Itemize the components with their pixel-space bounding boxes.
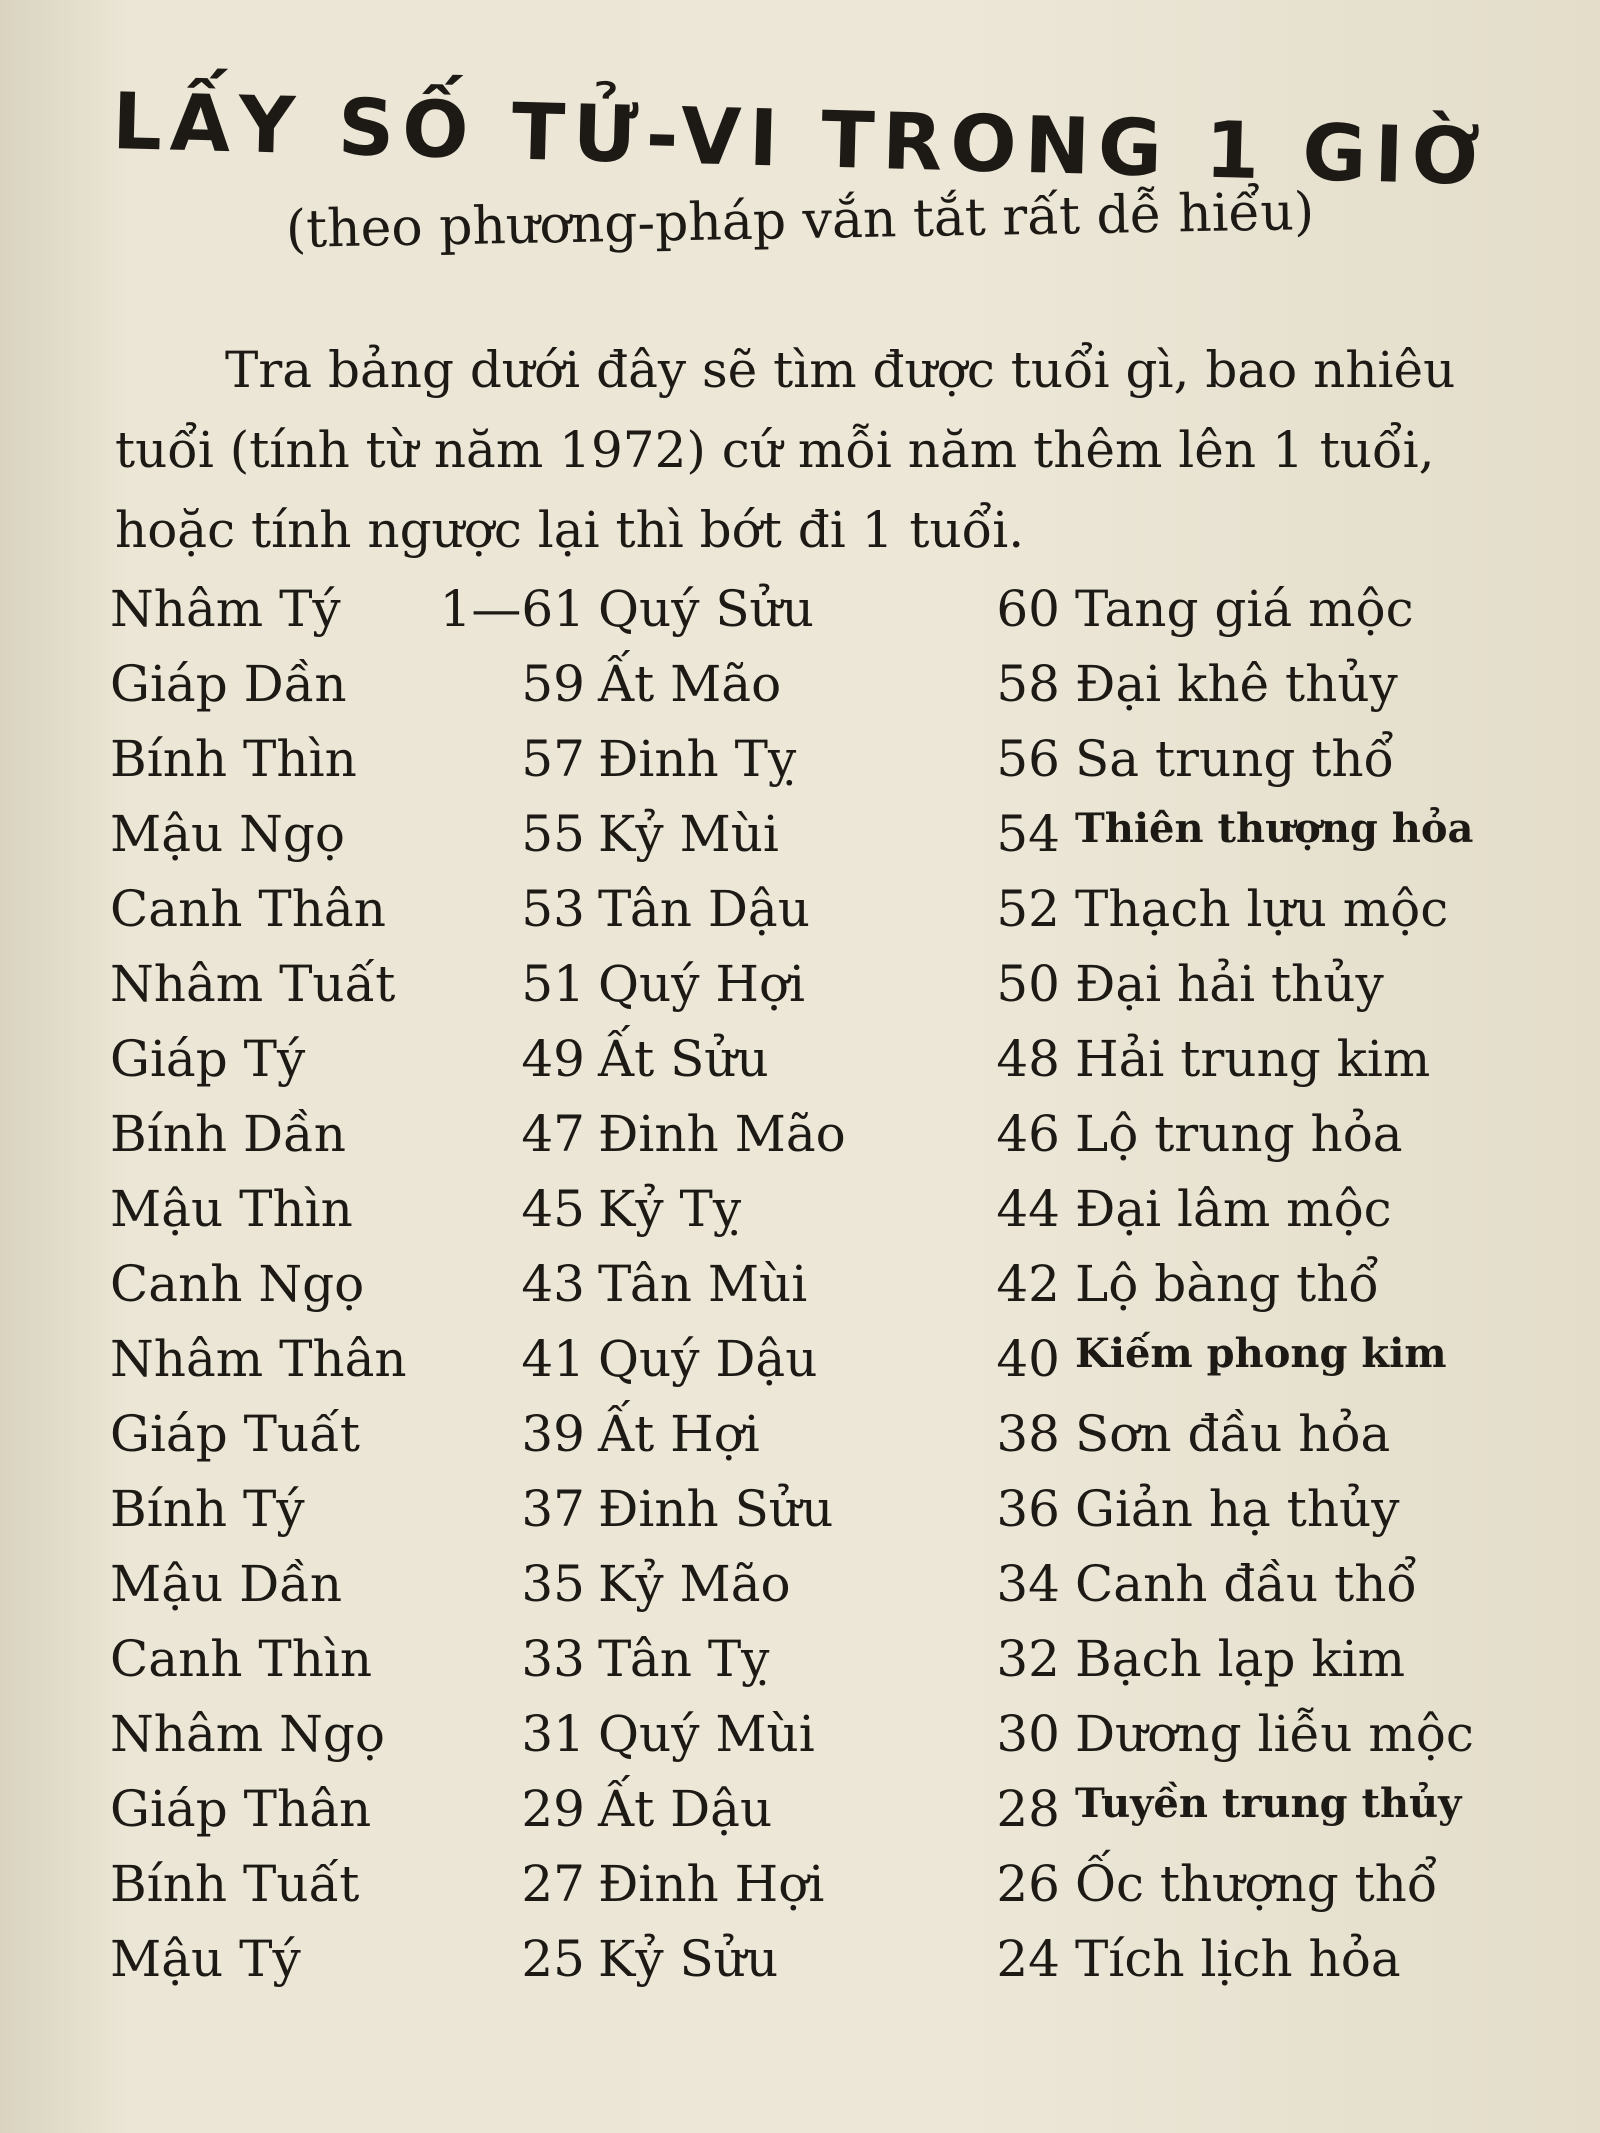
row-element: Hải trung kim [1075,1030,1431,1088]
row-branch: Quý Sửu [598,580,814,638]
row-age: 35 [521,1555,585,1613]
row-number: 44 [996,1180,1060,1238]
row-name: Mậu Ngọ [110,805,345,863]
row-number: 38 [996,1405,1060,1463]
table-row [0,1180,1600,1252]
row-branch: Đinh Hợi [598,1855,825,1913]
row-number: 40 [996,1330,1060,1388]
row-age: 33 [521,1630,585,1688]
table-row [0,580,1600,652]
table-row [0,805,1600,877]
row-number: 34 [996,1555,1060,1613]
row-name: Bính Dần [110,1105,346,1163]
row-age: 37 [521,1480,585,1538]
table-row [0,1480,1600,1552]
table-row [0,730,1600,802]
row-name: Mậu Thìn [110,1180,353,1238]
table-row [0,1630,1600,1702]
row-element: Đại khê thủy [1075,655,1398,713]
row-number: 54 [996,805,1060,863]
row-branch: Ất Hợi [598,1405,760,1463]
row-name: Giáp Tuất [110,1405,360,1463]
table-row [0,1030,1600,1102]
intro-paragraph: Tra bảng dưới đây sẽ tìm được tuổi gì, bao nhiêu tuổi (tính từ năm 1972) cứ mỗi năm thêm lên 1 tuổi, hoặc tính ngược lại thì bớt đi 1 tuổi. [115,341,1456,559]
row-element: Sa trung thổ [1075,730,1395,788]
table-row [0,955,1600,1027]
row-age: 1—61 [439,580,585,638]
row-element: Canh đầu thổ [1075,1555,1417,1613]
page-title: LẤY SỐ TỬ-VI TRONG 1 GIỜ [111,77,1489,203]
row-age: 27 [521,1855,585,1913]
row-branch: Kỷ Mùi [598,805,779,863]
row-age: 31 [521,1705,585,1763]
table-row [0,1930,1600,2002]
table-row [0,1555,1600,1627]
table-row [0,1330,1600,1402]
row-number: 30 [996,1705,1060,1763]
row-name: Bính Tý [110,1480,305,1538]
row-number: 28 [996,1780,1060,1838]
row-age: 59 [521,655,585,713]
row-age: 43 [521,1255,585,1313]
row-number: 60 [996,580,1060,638]
row-branch: Đinh Sửu [598,1480,834,1538]
header [0,77,1600,260]
row-number: 58 [996,655,1060,713]
row-number: 56 [996,730,1060,788]
row-element: Dương liễu mộc [1075,1705,1474,1763]
row-number: 32 [996,1630,1060,1688]
row-element: Kiếm phong kim [1075,1330,1447,1377]
row-branch: Đinh Tỵ [598,730,797,788]
table-row [0,1405,1600,1477]
row-age: 25 [521,1930,585,1988]
row-number: 24 [996,1930,1060,1988]
row-branch: Kỷ Sửu [598,1930,779,1988]
row-element: Giản hạ thủy [1075,1480,1400,1538]
row-number: 42 [996,1255,1060,1313]
row-branch: Đinh Mão [598,1105,846,1163]
table-row [0,1255,1600,1327]
table-row [0,655,1600,727]
row-element: Thiên thượng hỏa [1075,805,1474,852]
row-age: 55 [521,805,585,863]
row-age: 57 [521,730,585,788]
row-branch: Tân Dậu [598,880,810,938]
row-branch: Ất Sửu [598,1030,769,1088]
row-number: 50 [996,955,1060,1013]
row-name: Mậu Tý [110,1930,301,1988]
row-age: 47 [521,1105,585,1163]
table-row [0,880,1600,952]
table-row [0,1705,1600,1777]
row-age: 51 [521,955,585,1013]
row-age: 41 [521,1330,585,1388]
row-name: Bính Tuất [110,1855,360,1913]
row-number: 48 [996,1030,1060,1088]
row-element: Lộ trung hỏa [1075,1105,1403,1163]
row-age: 39 [521,1405,585,1463]
row-branch: Quý Hợi [598,955,806,1013]
row-number: 36 [996,1480,1060,1538]
row-element: Tang giá mộc [1075,580,1414,638]
row-branch: Ất Dậu [598,1780,773,1838]
row-name: Nhâm Ngọ [110,1705,385,1763]
row-name: Nhâm Thân [110,1330,407,1388]
row-name: Canh Thân [110,880,386,938]
row-name: Mậu Dần [110,1555,343,1613]
row-element: Bạch lạp kim [1075,1630,1406,1688]
row-name: Canh Ngọ [110,1255,365,1313]
row-branch: Quý Mùi [598,1705,815,1763]
row-number: 26 [996,1855,1060,1913]
page-subtitle: (theo phương-pháp vắn tắt rất dễ hiểu) [285,182,1315,260]
row-element: Đại hải thủy [1075,955,1384,1013]
table-row [0,1780,1600,1852]
row-branch: Quý Dậu [598,1330,818,1388]
row-element: Lộ bàng thổ [1075,1255,1380,1313]
row-branch: Ất Mão [598,655,782,713]
row-number: 46 [996,1105,1060,1163]
row-branch: Kỷ Mão [598,1555,791,1613]
row-element: Tích lịch hỏa [1075,1930,1401,1988]
row-name: Nhâm Tuất [110,955,396,1013]
row-element: Ốc thượng thổ [1075,1855,1438,1913]
row-element: Sơn đầu hỏa [1075,1405,1391,1463]
row-number: 52 [996,880,1060,938]
row-age: 53 [521,880,585,938]
row-element: Đại lâm mộc [1075,1180,1392,1238]
row-age: 29 [521,1780,585,1838]
row-name: Nhâm Tý [110,580,341,638]
row-name: Giáp Dần [110,655,347,713]
table-row [0,1105,1600,1177]
row-branch: Kỷ Tỵ [598,1180,742,1238]
row-age: 45 [521,1180,585,1238]
row-element: Tuyền trung thủy [1075,1780,1462,1827]
row-element: Thạch lựu mộc [1075,880,1449,938]
row-name: Bính Thìn [110,730,357,788]
table-row [0,1855,1600,1927]
row-name: Canh Thìn [110,1630,373,1688]
row-branch: Tân Mùi [598,1255,808,1313]
row-branch: Tân Tỵ [598,1630,770,1688]
row-age: 49 [521,1030,585,1088]
row-name: Giáp Tý [110,1030,306,1088]
row-name: Giáp Thân [110,1780,372,1838]
